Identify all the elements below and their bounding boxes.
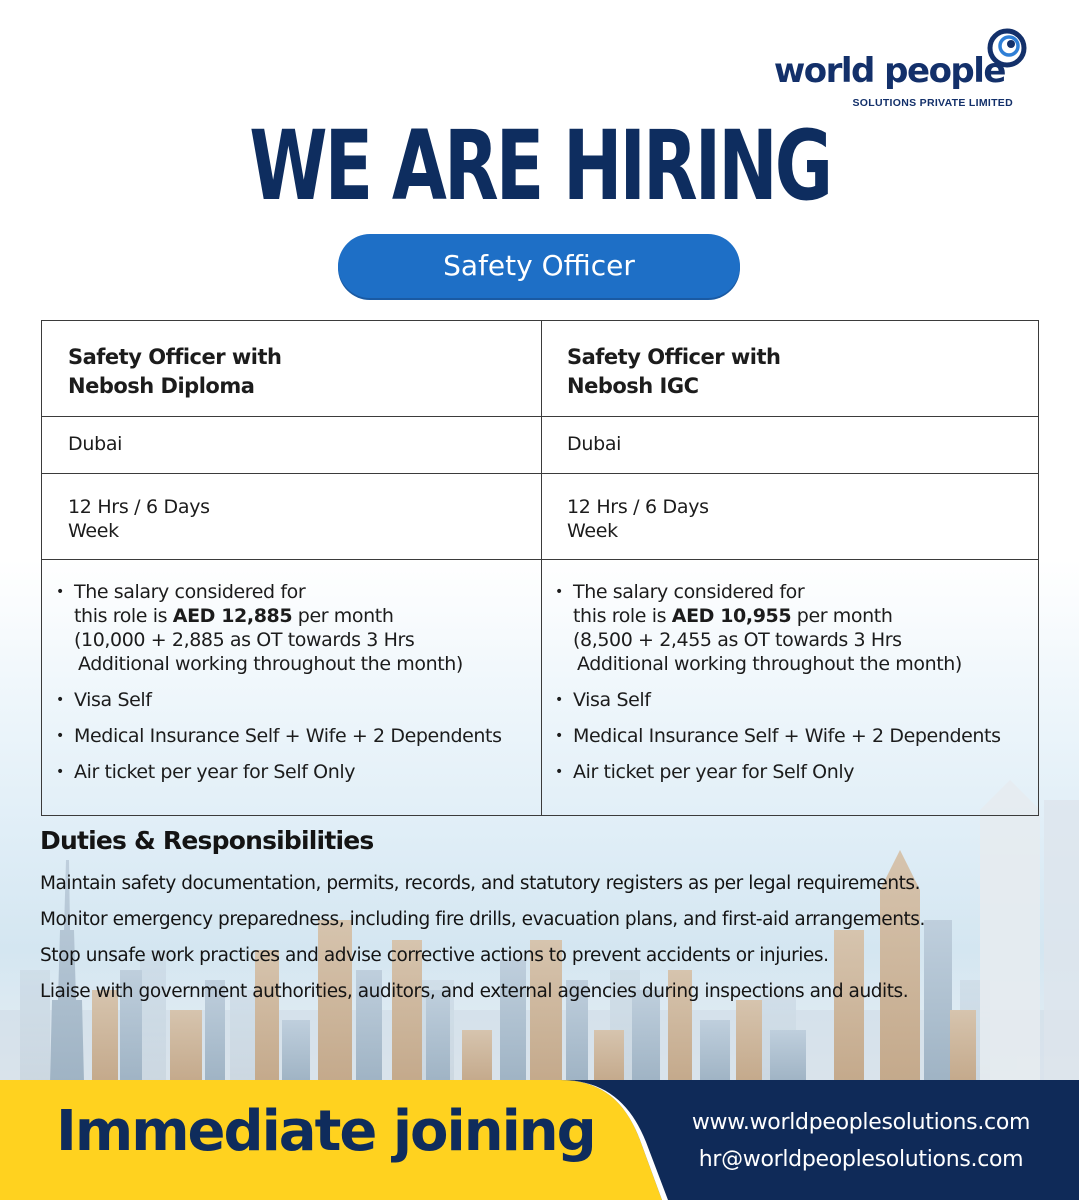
schedule-cell bbox=[541, 495, 1040, 543]
list-item bbox=[555, 580, 1030, 676]
duty-item: Stop unsafe work practices and advise corrective actions to prevent accidents or injuries. bbox=[40, 945, 829, 966]
salary-line: this role is AED 10,955 per month bbox=[573, 605, 893, 627]
salary-line: • The salary considered for bbox=[74, 581, 306, 603]
positions-table bbox=[41, 320, 1039, 816]
salary-amount: AED 12,885 bbox=[172, 605, 293, 627]
salary-line: this role is AED 12,885 per month bbox=[74, 605, 394, 627]
position-title-line: Nebosh IGC bbox=[567, 374, 699, 398]
benefits-list bbox=[56, 580, 531, 784]
salary-breakdown: (8,500 + 2,455 as OT towards 3 Hrs bbox=[573, 629, 902, 651]
salary-line: • The salary considered for bbox=[573, 581, 805, 603]
website-link[interactable]: www.worldpeoplesolutions.com bbox=[691, 1110, 1031, 1135]
location-cell: Dubai bbox=[68, 433, 123, 455]
list-item: • Visa Self bbox=[555, 688, 1030, 712]
salary-breakdown: (10,000 + 2,885 as OT towards 3 Hrs bbox=[74, 629, 415, 651]
schedule-cell bbox=[42, 495, 541, 543]
list-item: • Air ticket per year for Self Only bbox=[555, 760, 1030, 784]
benefits-list bbox=[555, 580, 1030, 784]
role-badge: Safety Officer bbox=[338, 234, 740, 298]
position-title-line: Safety Officer with bbox=[567, 345, 781, 369]
list-item: • Visa Self bbox=[56, 688, 531, 712]
salary-amount: AED 10,955 bbox=[671, 605, 792, 627]
schedule-line: 12 Hrs / 6 Days bbox=[567, 496, 709, 518]
benefits-cell bbox=[42, 580, 541, 796]
salary-breakdown: Additional working throughout the month) bbox=[78, 653, 463, 675]
duties-list bbox=[40, 866, 925, 1010]
duty-item: Liaise with government authorities, auditors, and external agencies during inspections and audits. bbox=[40, 981, 909, 1002]
position-title-line: Safety Officer with bbox=[68, 345, 282, 369]
list-item: • Medical Insurance Self + Wife + 2 Dependents bbox=[555, 724, 1030, 748]
position-title-cell bbox=[42, 343, 541, 401]
table-row-divider bbox=[42, 416, 1038, 417]
brand-subtitle: SOLUTIONS PRIVATE LIMITED bbox=[852, 97, 1013, 109]
table-row-divider bbox=[42, 473, 1038, 474]
benefits-cell bbox=[541, 580, 1040, 796]
position-title-line: Nebosh Diploma bbox=[68, 374, 255, 398]
list-item: • Air ticket per year for Self Only bbox=[56, 760, 531, 784]
immediate-joining-text: Immediate joining bbox=[56, 1099, 595, 1164]
list-item bbox=[56, 580, 531, 676]
duties-heading: Duties & Responsibilities bbox=[40, 826, 374, 855]
position-title-cell bbox=[541, 343, 1040, 401]
salary-breakdown: Additional working throughout the month) bbox=[577, 653, 962, 675]
schedule-line: 12 Hrs / 6 Days bbox=[68, 496, 210, 518]
duty-item: Maintain safety documentation, permits, records, and statutory registers as per legal requirements. bbox=[40, 873, 921, 894]
location-cell: Dubai bbox=[567, 433, 622, 455]
email-link[interactable]: hr@worldpeoplesolutions.com bbox=[698, 1147, 1024, 1172]
brand-name: world people bbox=[773, 51, 1005, 91]
table-row-divider bbox=[42, 559, 1038, 560]
list-item: • Medical Insurance Self + Wife + 2 Dependents bbox=[56, 724, 531, 748]
duty-item: Monitor emergency preparedness, including fire drills, evacuation plans, and first-aid arrangements. bbox=[40, 909, 925, 930]
schedule-line: Week bbox=[68, 520, 119, 542]
company-logo bbox=[773, 26, 1027, 110]
schedule-line: Week bbox=[567, 520, 618, 542]
page-headline: WE ARE HIRING bbox=[249, 110, 831, 222]
